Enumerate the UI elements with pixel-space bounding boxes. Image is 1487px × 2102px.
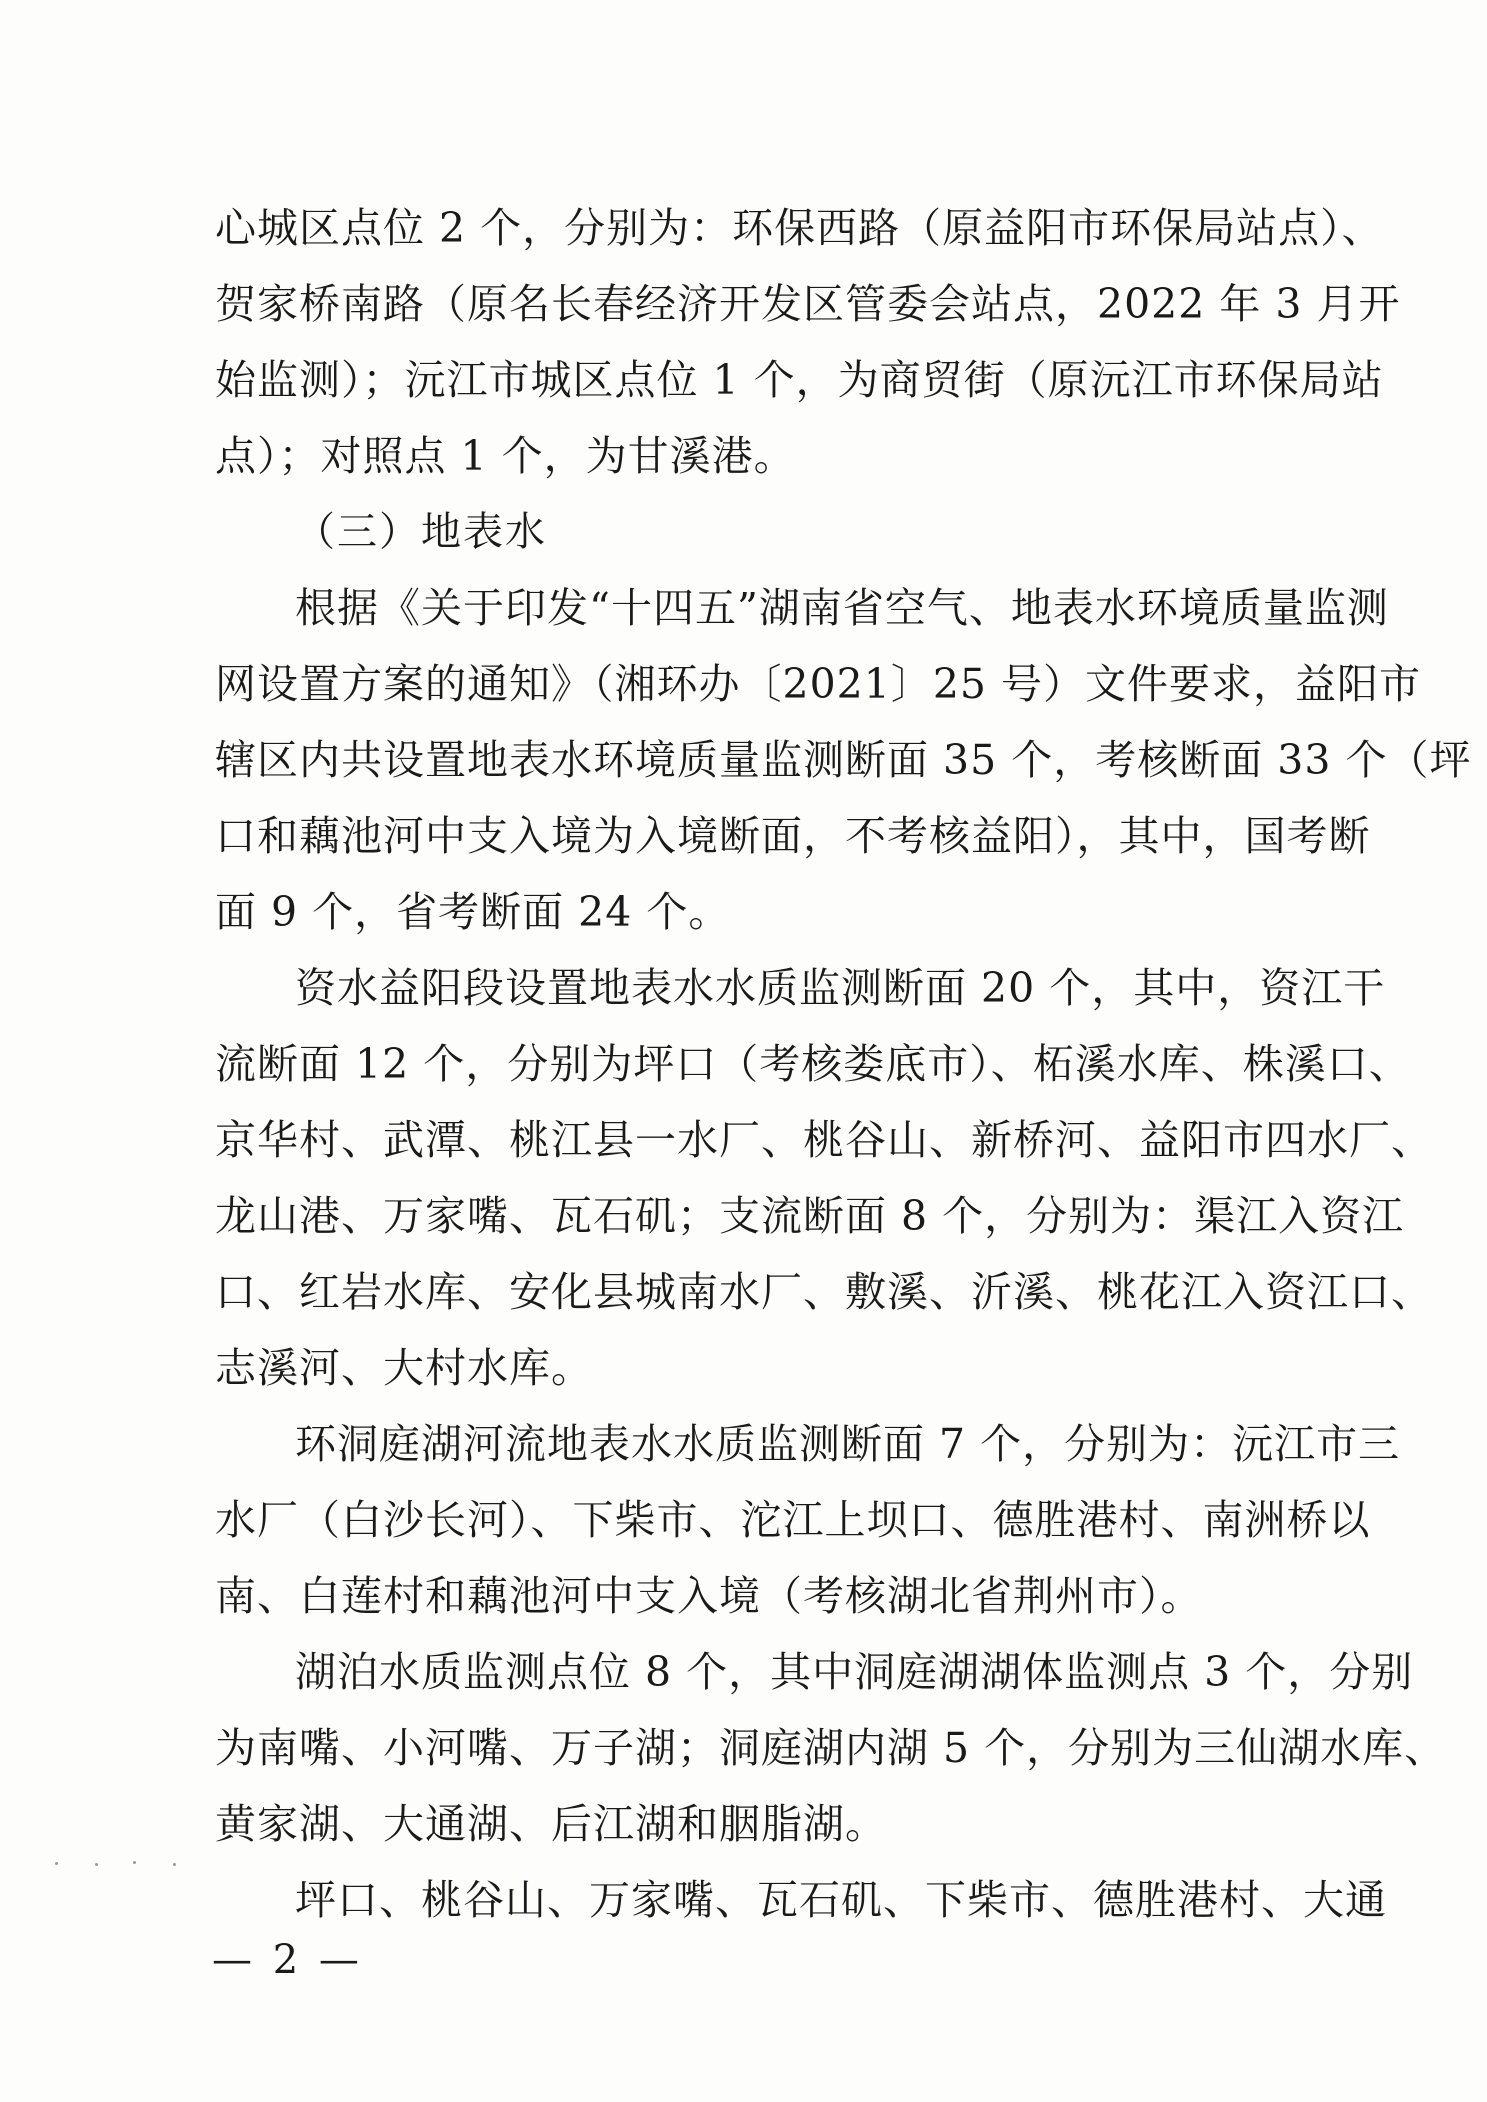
text-line: 点）；对照点 1 个，为甘溪港。 (215, 432, 796, 480)
text-line: 为南嘴、小河嘴、万子湖；洞庭湖内湖 5 个，分别为三仙湖水库、 (215, 1724, 1447, 1772)
text-line: 湖泊水质监测点位 8 个，其中洞庭湖湖体监测点 3 个，分别 (295, 1648, 1414, 1696)
paragraph-zishui-sections (215, 960, 1433, 1396)
page-number: — 2 — (212, 1937, 363, 1983)
text-line: 始监测）；沅江市城区点位 1 个，为商贸街（原沅江市环保局站 (215, 356, 1384, 404)
text-line: 贺家桥南路（原名长春经济开发区管委会站点，2022 年 3 月开 (215, 280, 1401, 328)
paragraph-air-points (215, 200, 1401, 484)
paragraph-dongting-rivers (215, 1416, 1401, 1624)
text-line: 面 9 个，省考断面 24 个。 (215, 888, 731, 936)
scan-specks (55, 1858, 195, 1868)
text-line: 口、红岩水库、安化县城南水厂、敷溪、沂溪、桃花江入资江口、 (215, 1268, 1433, 1316)
text-line: 黄家湖、大通湖、后江湖和胭脂湖。 (215, 1800, 887, 1848)
text-line: 京华村、武潭、桃江县一水厂、桃谷山、新桥河、益阳市四水厂、 (215, 1116, 1433, 1164)
paragraph-monitoring-network (215, 580, 1472, 940)
text-line: 流断面 12 个，分别为坪口（考核娄底市）、柘溪水库、株溪口、 (215, 1040, 1411, 1088)
text-line: 志溪河、大村水库。 (215, 1344, 593, 1392)
text-line: 水厂（白沙长河）、下柴市、沱江上坝口、德胜港村、南洲桥以 (215, 1496, 1371, 1544)
paragraph-lake-points (215, 1644, 1447, 1852)
text-line: 心城区点位 2 个，分别为：环保西路（原益阳市环保局站点）、 (215, 204, 1384, 252)
text-line: 南、白莲村和藕池河中支入境（考核湖北省荆州市）。 (215, 1572, 1203, 1620)
paragraph-continued (215, 1872, 1387, 1928)
text-line: 资水益阳段设置地表水水质监测断面 20 个，其中，资江干 (295, 964, 1386, 1012)
text-line: 坪口、桃谷山、万家嘴、瓦石矶、下柴市、德胜港村、大通 (295, 1876, 1387, 1924)
text-line: 根据《关于印发“十四五”湖南省空气、地表水环境质量监测 (295, 584, 1389, 632)
text-line: 龙山港、万家嘴、瓦石矶；支流断面 8 个，分别为：渠江入资江 (215, 1192, 1405, 1240)
section-heading: （三）地表水 (295, 509, 547, 555)
text-line: 网设置方案的通知》（湘环办〔2021〕25 号）文件要求，益阳市 (215, 660, 1422, 708)
document-body (215, 200, 1472, 1928)
text-line: 环洞庭湖河流地表水水质监测断面 7 个，分别为：沅江市三 (295, 1420, 1401, 1468)
text-line: 辖区内共设置地表水环境质量监测断面 35 个，考核断面 33 个（坪 (215, 736, 1472, 784)
text-line: 口和藕池河中支入境为入境断面，不考核益阳），其中，国考断 (215, 812, 1371, 860)
